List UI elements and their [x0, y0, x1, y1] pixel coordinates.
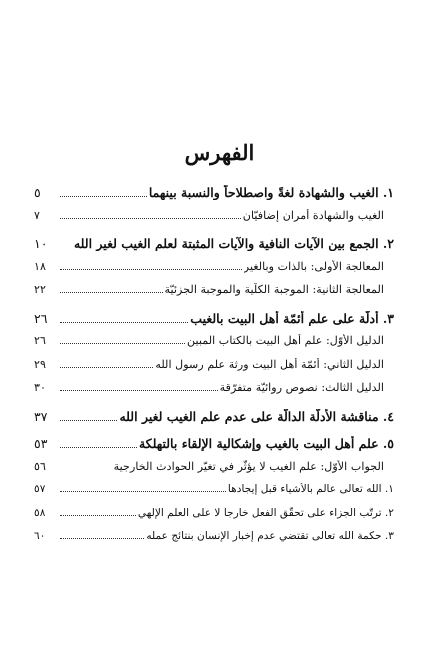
- dot-leader: [60, 438, 137, 448]
- toc-section-row: [34, 260, 394, 284]
- toc-page-number: ٦٠: [34, 530, 46, 542]
- toc-section-row: [34, 334, 394, 358]
- dot-leader: [60, 484, 226, 492]
- toc-entry-title: ١. الغيب والشهادة لغةً واصطلاحاً والنسبة بينهما: [148, 185, 394, 200]
- toc-page-number: ٥٣: [34, 436, 48, 451]
- dot-leader: [60, 313, 188, 323]
- dot-leader: [60, 462, 112, 470]
- toc-chapter-row: [34, 436, 394, 460]
- dot-leader: [60, 359, 153, 368]
- toc-page-number: ٢٦: [34, 334, 47, 347]
- toc-page-number: ١٨: [34, 259, 47, 273]
- toc-entry-title: ٣. أدلّة على علم أئمّة أهل البيت بالغيب: [190, 310, 394, 326]
- toc-section-row: [34, 507, 394, 531]
- toc-section-row: [34, 283, 394, 307]
- dot-leader: [60, 261, 242, 270]
- toc-entry-title: الدليل الثاني: أئمّة أهل البيت ورثة علم رسول الله: [155, 357, 384, 371]
- toc-section-row: [34, 460, 394, 484]
- toc-entry-title: المعالجة الأولى: بالذات وبالغير: [243, 259, 384, 273]
- dot-leader: [60, 382, 218, 391]
- toc-entry-title: الدليل الأوّل: علم أهل البيت بالكتاب المبين: [186, 334, 384, 347]
- toc-entry-title: ٥. علم أهل البيت بالغيب وإشكالية الإلقاء بالتهلكة: [138, 436, 394, 451]
- dot-leader: [60, 284, 163, 293]
- toc-chapter-row: [34, 311, 394, 335]
- dot-leader: [60, 507, 136, 515]
- dot-leader: [60, 210, 241, 219]
- toc-page-number: ٢٢: [34, 283, 47, 296]
- toc-section-row: [34, 483, 394, 507]
- toc-entry-title: ١. الله تعالى عالم بالأشياء قبل إيجادها: [227, 483, 394, 495]
- toc-entry-title: الغيب والشهادة أمران إضافيّان: [242, 208, 384, 222]
- dot-leader: [60, 335, 185, 344]
- toc-section-row: [34, 530, 394, 554]
- page-title: الفهرس: [184, 140, 255, 165]
- toc-page-number: ١٠: [34, 236, 48, 251]
- toc-page-number: ٥٦: [34, 459, 47, 473]
- dot-leader: [60, 531, 144, 539]
- toc-entry-title: المعالجة الثانية: الموجبة الكلّية والموجبة الجزئيّة: [164, 283, 384, 296]
- dot-leader: [60, 239, 72, 248]
- toc-page-number: ٥: [34, 185, 41, 200]
- toc-entry-title: ٢. ترتّب الجزاء على تحقّق الفعل خارجاً لا على العلم الإلهي: [137, 506, 394, 519]
- toc-page-number: ٣٧: [34, 408, 48, 424]
- dot-leader: [60, 411, 117, 421]
- toc-entry-title: ٢. الجمع بين الآيات النافية والآيات المثبتة لعلم الغيب لغير الله: [73, 236, 394, 251]
- toc-chapter-row: [34, 185, 394, 209]
- toc-page-number: ٥٨: [34, 506, 46, 519]
- toc-chapter-row: [34, 409, 394, 433]
- toc-page-number: ٥٧: [34, 483, 46, 495]
- toc-entry-title: ٤. مناقشة الأدلّة الدالّة على عدم علم الغيب لغير الله: [119, 408, 394, 424]
- toc-entry-title: الدليل الثالث: نصوص روائيّة متفرّقة: [219, 381, 384, 394]
- toc-section-row: [34, 358, 394, 382]
- toc-page-number: ٧: [34, 208, 41, 222]
- toc-entry-title: ٣. حكمة الله تعالى تقتضي عدم إخبار الإنسان بنتائج عمله: [146, 530, 394, 542]
- toc-chapter-row: [34, 236, 394, 260]
- toc-section-row: [34, 209, 394, 233]
- toc-entry-title: الجواب الأوّل: علم الغيب لا يؤثّر في تغيّر الحوادث الخارجية: [113, 459, 384, 473]
- table-of-contents: [34, 185, 394, 554]
- toc-page-number: ٣٠: [34, 381, 47, 394]
- toc-page-number: ٢٩: [34, 357, 47, 371]
- toc-page-number: ٢٦: [34, 310, 48, 326]
- toc-section-row: [34, 381, 394, 405]
- dot-leader: [60, 187, 147, 197]
